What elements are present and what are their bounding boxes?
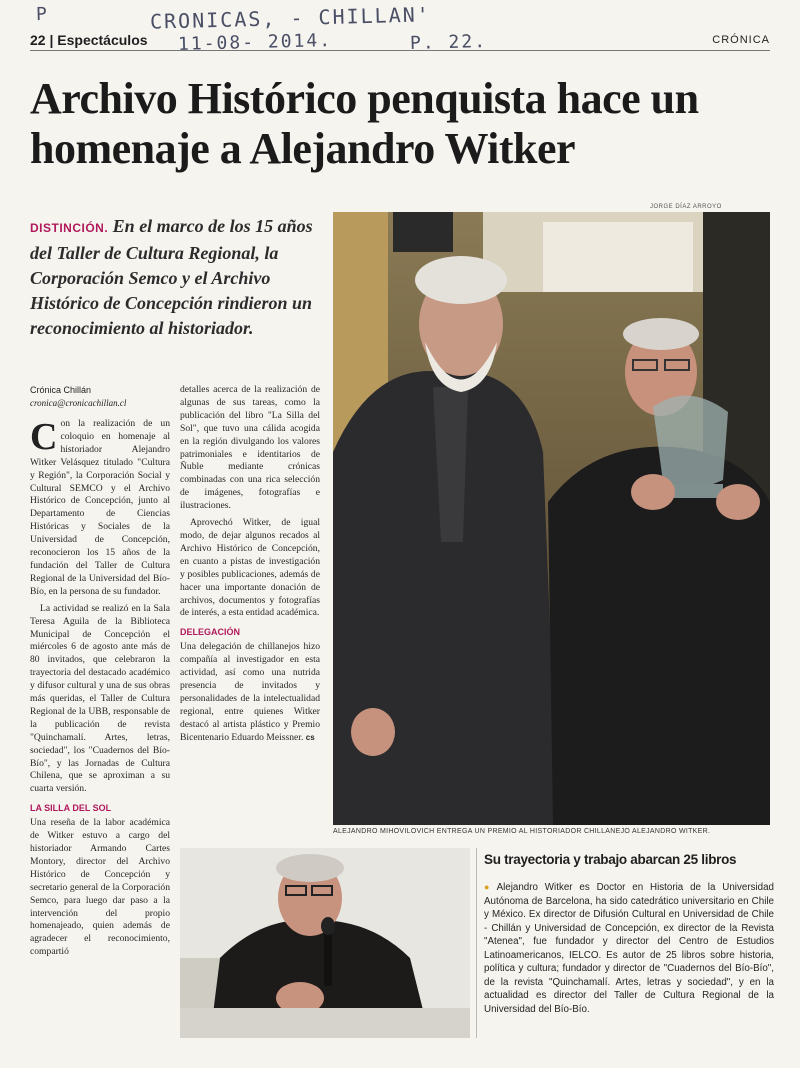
body-paragraph: Con la realización de un coloquio en homenaje al historiador Alejandro Witker Velásquez titulado "Cultura y Región", la Corporación Social y Cultural SEMCO y el Archivo Histórico de Concepción, junto al Departamento de Ciencias Históricas y Sociales de la Universidad de Concepción, reconocieron los 15 años de la fundación del Taller de Cultura Regional de la Universidad del Bío-Bío, en la persona de su fundador. <box>30 418 170 597</box>
byline-email: cronica@cronicachillan.cl <box>30 398 127 408</box>
headline: Archivo Histórico penquista hace un homenaje a Alejandro Witker <box>30 74 699 173</box>
lede-kicker: DISTINCIÓN. <box>30 221 109 235</box>
sidebox-title: Su trayectoria y trabajo abarcan 25 libros <box>484 852 737 867</box>
handwritten-source: CRONICAS, - CHILLAN' <box>149 2 432 34</box>
portrait-photo <box>180 848 470 1038</box>
handwritten-p-mark: P <box>35 3 50 26</box>
sidebox-body <box>484 881 774 1016</box>
body-paragraph: La actividad se realizó en la Sala Teresa Aguila de la Biblioteca Municipal de Concepción el miércoles 6 de agosto ante más de 80 invitados, que celebraron la trayectoria del destacado académico y difusor cultural y una de sus obras más queridas, el Taller de Cultura Regional de la UBB, responsable de la publicación de revista "Quinchamalí. Artes, letras, sociedad", los "Cuadernos del Bío-Bío", y las Jornadas de Cultura Chilena, que se aproximan a su cuarta versión. <box>30 602 170 795</box>
portrait-photo-illustration <box>180 848 470 1038</box>
section-page-label: 22 | Espectáculos <box>30 32 148 48</box>
award-photo <box>333 212 770 825</box>
photo-credit: JORGE DÍAZ ARROYO <box>650 204 722 210</box>
section-bar <box>30 30 770 51</box>
body-paragraph: detalles acerca de la realización de algunas de sus tareas, como la publicación del libro "La Silla del Sol", que tuvo una cálida acogida en la región divulgando los valores patrimoniales e identitarios de Ñuble mediante crónicas combinadas con una rica selección de imágenes, fotografías e ilustraciones. <box>180 384 320 512</box>
body-column-1 <box>30 418 170 1058</box>
subheading-delegacion: DELEGACIÓN <box>180 627 241 638</box>
lede-text: En el marco de los 15 años del Taller de Cultura Regional, la Corporación Semco y el Archivo Histórico de Concepción rindieron un reconocimiento al historiador. <box>30 216 313 338</box>
handwritten-page-ref: P. 22. <box>409 30 488 55</box>
bullet-icon: ● <box>484 882 494 892</box>
drop-cap: C <box>30 418 58 458</box>
body-column-2 <box>180 384 320 839</box>
handwritten-date: 11-08- 2014. <box>177 29 333 56</box>
body-paragraph: Aprovechó Witker, de igual modo, de dejar algunos recados al Archivo Histórico de Concepción, en cuanto a pistas de investigación y posibles publicaciones, además de hacer una importante donación de archivos, documentos y fotografías de interés, a esta entidad académica. <box>180 517 320 619</box>
byline-name: Crónica Chillán <box>30 385 92 395</box>
subheading-silla-del-sol: LA SILLA DEL SOL <box>30 803 112 814</box>
byline <box>30 384 180 410</box>
end-mark: cs <box>305 732 315 742</box>
body-paragraph: Una delegación de chillanejos hizo compañía al investigador en esta actividad, así como una nutrida presencia de invitados y personalidades de la intelectualidad regional, entre quienes Witker destacó al artista plástico y Premio Bicentenario Eduardo Meissner. cs <box>180 641 320 743</box>
body-paragraph: Una reseña de la labor académica de Witker estuvo a cargo del historiador Armando Cartes Montory, director del Archivo Histórico de Concepción y secretario general de la Corporación Semco, para luego dar paso a la intervención del propio homenajeado, quien además de agradecer el reconocimiento, compartió <box>30 817 170 958</box>
sidebox-divider <box>476 848 477 1038</box>
newspaper-brand: CRÓNICA <box>712 34 770 46</box>
award-photo-illustration <box>333 212 770 825</box>
sidebox-text: Alejandro Witker es Doctor en Historia de la Universidad Autónoma de Barcelona, ha sido catedrático universitario en Chile y México. Ex director de Difusión Cultural en Universidad de Chile - Chillán y Universidad de Concepción, ex director de la Revista "Atenea", fue fundador y director del Centro de Estudios Latinoamericanos, IELCO. Es autor de 25 libros sobre historia, política y cultura; fundador y director de "Cuadernos del Bío-Bío", de la revista "Quinchamalí. Artes, letras y sociedad", y en la actualidad es director del Taller de Cultura Regional de la Universidad del Bío-Bío. <box>484 882 775 1015</box>
photo-caption: ALEJANDRO MIHOVILOVICH ENTREGA UN PREMIO AL HISTORIADOR CHILLANEJO ALEJANDRO WITKER. <box>333 828 711 835</box>
lede <box>30 214 328 341</box>
